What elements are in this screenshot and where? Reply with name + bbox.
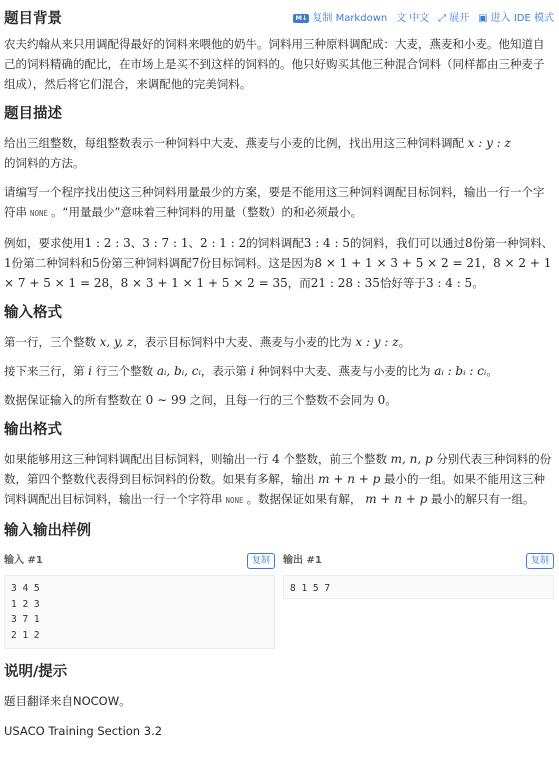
copy-output-button[interactable]: 复制 <box>526 553 554 569</box>
translate-icon: 文 <box>396 12 407 24</box>
sample-output-content: 8 1 5 7 <box>283 575 554 599</box>
input-format-title: 输入格式 <box>4 305 62 321</box>
expand-button[interactable] <box>438 9 469 29</box>
header-bar <box>4 0 554 34</box>
hint-title: 说明/提示 <box>4 664 68 680</box>
copy-markdown-label: 复制 Markdown <box>312 12 388 24</box>
samples-container <box>4 550 554 649</box>
ide-mode-label: 进入 IDE 模式 <box>490 12 554 24</box>
sample-output-label: 输出 #1 <box>283 555 322 566</box>
language-label: 中文 <box>409 12 430 24</box>
copy-input-button[interactable]: 复制 <box>247 553 275 569</box>
hint-source: USACO Training Section 3.2 <box>4 724 163 738</box>
sample-input-label: 输入 #1 <box>4 555 43 566</box>
sample-input <box>4 550 275 649</box>
language-button[interactable] <box>396 9 429 29</box>
output-format-text: 如果能够用这三种饲料调配出目标饲料，则输出一行 4 个整数，前三个整数 m, n, p 分别代表三种饲料的份数，第四个整数代表得到目标饲料的份数。如果有多解，输出 m + n + p 最小的一组。如果不能用这三种饲料调配出目标饲料，输出一行一个字符串 NONE 。数据保证如果有解， m + n + p 最小的解只有一组。 <box>4 452 552 506</box>
expand-label: 展开 <box>449 12 470 24</box>
output-format-title: 输出格式 <box>4 422 62 438</box>
ide-icon: ▣ <box>478 12 488 24</box>
sample-output <box>283 550 554 649</box>
description-p1: 给出三组整数，每组整数表示一种饲料中大麦、燕麦与小麦的比例，找出用这三种饲料调配 x : y : z 的饲料的方法。 <box>4 136 511 170</box>
background-title: 题目背景 <box>4 10 62 27</box>
description-p3: 例如，要求使用1 : 2 : 3、3 : 7 : 1、2 : 1 : 2的饲料调配3 : 4 : 5的饲料，我们可以通过8份第一种饲料、1份第二种饲料和5份第三种饲料调配7份目标饲料。这是因为8 × 1 + 1 × 3 + 5 × 2 = 21，8 × 2 + 1 × 7 + 5 × 1 = 28，8 × 3 + 1 × 1 + 5 × 2 = 35，而21 : 28 : 35恰好等于3 : 4 : 5。 <box>4 236 554 290</box>
copy-markdown-button[interactable] <box>293 9 387 29</box>
description-p2: 请编写一个程序找出使这三种饲料用量最少的方案，要是不能用这三种饲料调配目标饲料，输出一行一个字符串 NONE 。“用量最少”意味着三种饲料的用量（整数）的和必须最小。 <box>4 185 545 219</box>
background-text: 农夫约翰从来只用调配得最好的饲料来喂他的奶牛。饲料用三种原料调配成：大麦，燕麦和小麦。他知道自己的饲料精确的配比，在市场上是买不到这样的饲料的。他只好购买其他三种混合饲料（同样都由三种麦子组成），然后将它们混合，来调配他的完美饲料。 <box>4 37 545 91</box>
input-format-line1: 第一行，三个整数 x, y, z，表示目标饲料中大麦、燕麦与小麦的比为 x : y : z。 <box>4 335 411 349</box>
hint-translation: 题目翻译来自NOCOW。 <box>4 694 131 708</box>
input-format-line2: 接下来三行，第 i 行三个整数 aᵢ, bᵢ, cᵢ，表示第 i 种饲料中大麦、燕麦与小麦的比为 aᵢ : bᵢ : cᵢ。 <box>4 364 498 378</box>
sample-input-content: 3 4 5 1 2 3 3 7 1 2 1 2 <box>4 575 275 649</box>
input-format-line3: 数据保证输入的所有整数在 0 ∼ 99 之间，且每一行的三个整数不会同为 0。 <box>4 393 397 407</box>
hint-section <box>4 661 554 741</box>
expand-icon: ⤢ <box>438 12 447 24</box>
samples-title: 输入输出样例 <box>4 523 91 539</box>
ide-mode-button[interactable] <box>478 9 554 29</box>
toolbar <box>293 9 554 29</box>
markdown-icon: M↓ <box>295 14 308 22</box>
description-title: 题目描述 <box>4 106 62 122</box>
